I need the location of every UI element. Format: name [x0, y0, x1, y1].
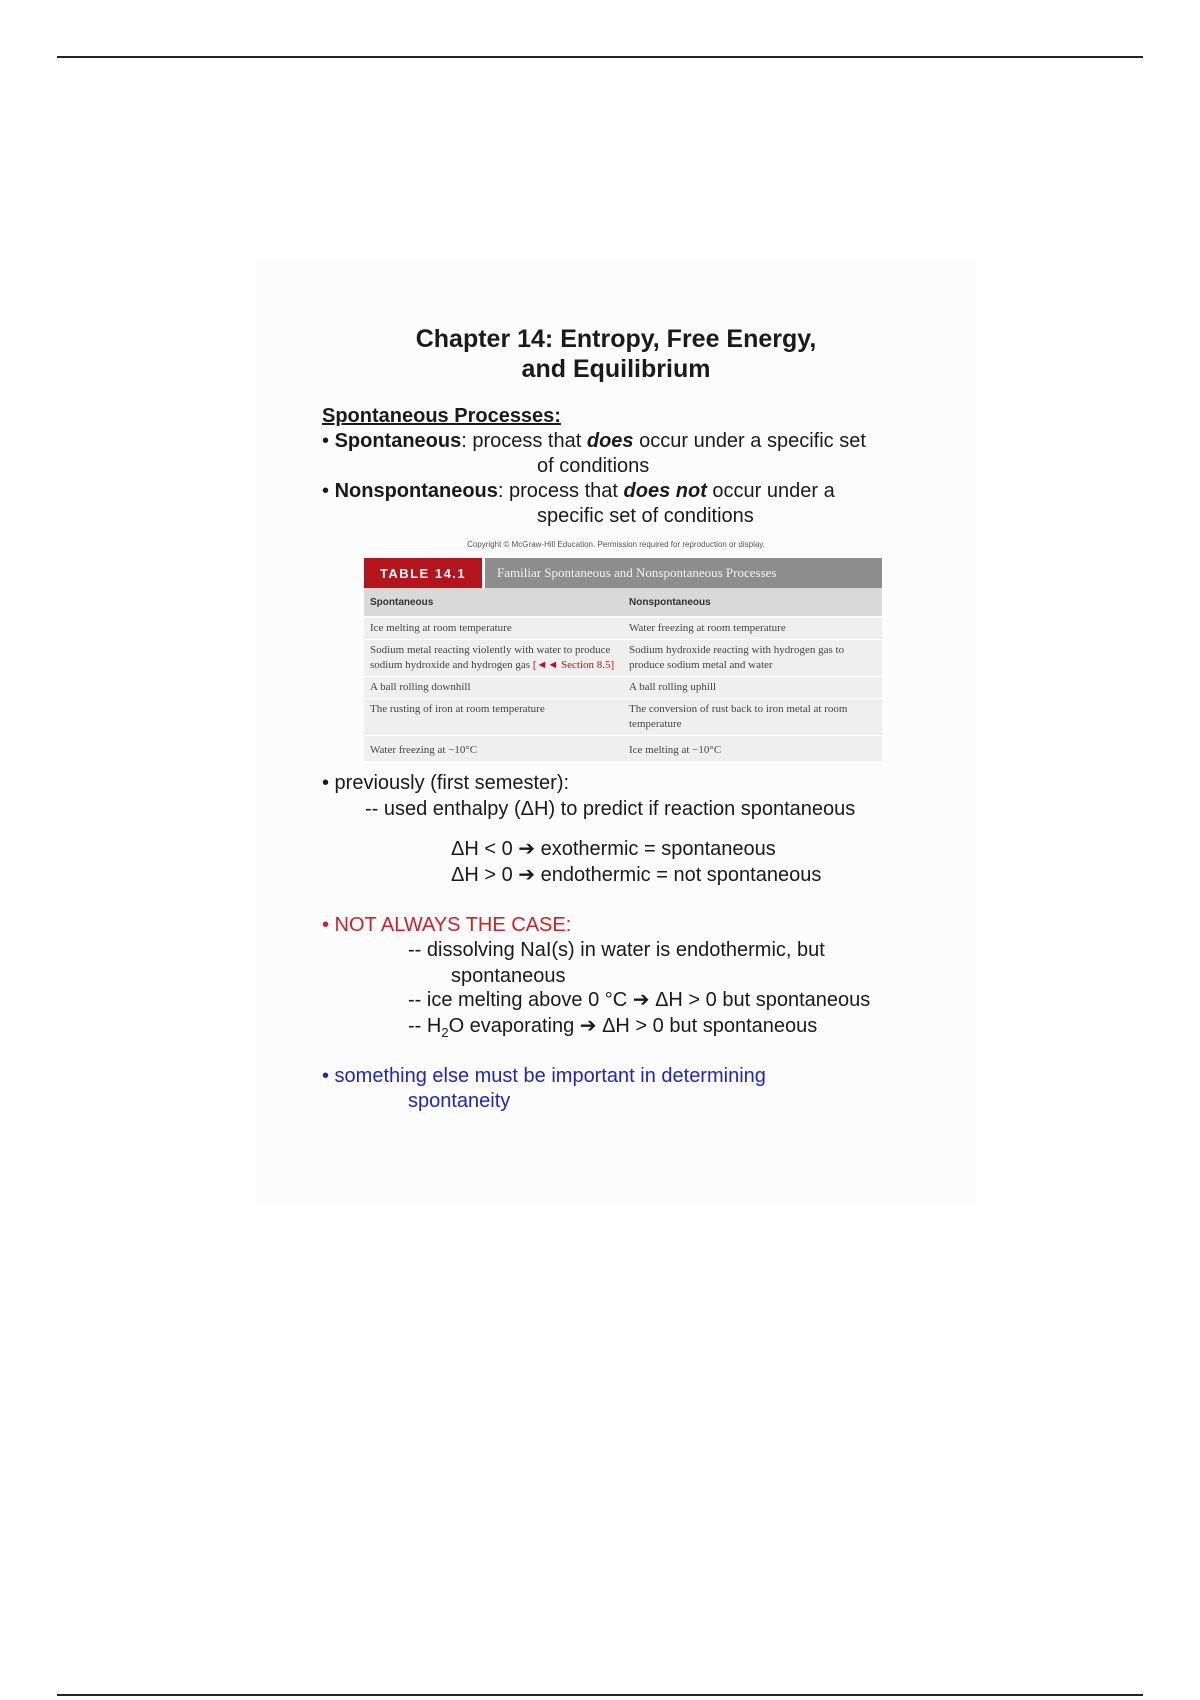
table-caption: Familiar Spontaneous and Nonspontaneous Processes [482, 558, 882, 588]
emphasis-does: does [586, 430, 634, 452]
bullet-dot: • [322, 480, 335, 502]
cell-spontaneous: The rusting of iron at room temperature [370, 703, 545, 715]
top-rule [57, 56, 1143, 58]
equation-exothermic: ΔH < 0 ➔ exothermic = spontaneous [451, 838, 776, 860]
cell-nonspontaneous: Sodium hydroxide reacting with hydrogen gas to produce sodium metal and water [629, 644, 845, 671]
table-14-1 [364, 558, 882, 762]
title-line-1: Chapter 14: Entropy, Free Energy, [415, 325, 817, 353]
item-ice-melting: -- ice melting above 0 °C ➔ ΔH > 0 but spontaneous [408, 989, 871, 1011]
bullet-spontaneous [322, 429, 866, 453]
table-badge: TABLE 14.1 [364, 558, 482, 588]
item-evaporating-pre: -- H [408, 1015, 442, 1037]
cell-nonspontaneous: A ball rolling uphill [629, 681, 717, 693]
copyright-notice: Copyright © McGraw-Hill Education. Permission required for reproduction or display. [467, 540, 765, 549]
cell-spontaneous: Water freezing at −10°C [370, 744, 478, 756]
item-dissolving: -- dissolving NaI(s) in water is endothermic, but [408, 939, 825, 961]
text-b: occur under a specific set [633, 430, 866, 452]
bullet-spontaneous-cont: of conditions [537, 455, 650, 477]
table-row [364, 640, 882, 677]
bottom-rule [57, 1694, 1143, 1696]
subscript-2: 2 [441, 1025, 449, 1040]
column-header-nonspontaneous: Nonspontaneous [629, 596, 711, 608]
table-row [364, 618, 882, 640]
cell-spontaneous: A ball rolling downhill [370, 681, 471, 693]
section-heading: Spontaneous Processes: [322, 405, 561, 427]
not-always-heading: • NOT ALWAYS THE CASE: [322, 914, 572, 936]
previously-line: • previously (first semester): [322, 772, 570, 794]
section-link[interactable]: [◄◄ Section 8.5] [532, 659, 615, 671]
page-title [256, 324, 976, 384]
item-dissolving-cont: spontaneous [451, 965, 566, 987]
bullet-nonspontaneous-cont: specific set of conditions [537, 505, 754, 527]
term-nonspontaneous: Nonspontaneous [334, 480, 498, 502]
column-header-spontaneous: Spontaneous [370, 596, 434, 608]
table-column-headers [364, 588, 882, 616]
text-a: : process that [497, 480, 624, 502]
emphasis-does-not: does not [623, 480, 707, 502]
enthalpy-line: -- used enthalpy (ΔH) to predict if reaction spontaneous [365, 798, 856, 820]
text-a: : process that [461, 430, 587, 452]
term-spontaneous: Spontaneous [334, 430, 462, 452]
table-row [364, 736, 882, 762]
title-line-2: and Equilibrium [521, 355, 711, 383]
bullet-dot: • [322, 430, 335, 452]
bullet-nonspontaneous [322, 479, 835, 503]
cell-nonspontaneous: Ice melting at −10°C [629, 744, 722, 756]
conclusion-cont: spontaneity [408, 1090, 511, 1112]
item-evaporating [408, 1014, 817, 1038]
table-row [364, 677, 882, 699]
conclusion-line: • something else must be important in determining [322, 1065, 766, 1087]
text-b: occur under a [706, 480, 835, 502]
item-evaporating-post: O evaporating ➔ ΔH > 0 but spontaneous [448, 1015, 818, 1037]
table-row [364, 699, 882, 736]
table-header [364, 558, 882, 588]
cell-spontaneous [364, 640, 623, 676]
cell-text: Sodium metal reacting violently with water to produce sodium hydroxide and hydrogen gas [370, 644, 611, 671]
equation-endothermic: ΔH > 0 ➔ endothermic = not spontaneous [451, 864, 822, 886]
cell-nonspontaneous: Water freezing at room temperature [629, 622, 786, 634]
cell-nonspontaneous: The conversion of rust back to iron metal at room temperature [629, 703, 848, 730]
cell-spontaneous: Ice melting at room temperature [370, 622, 512, 634]
